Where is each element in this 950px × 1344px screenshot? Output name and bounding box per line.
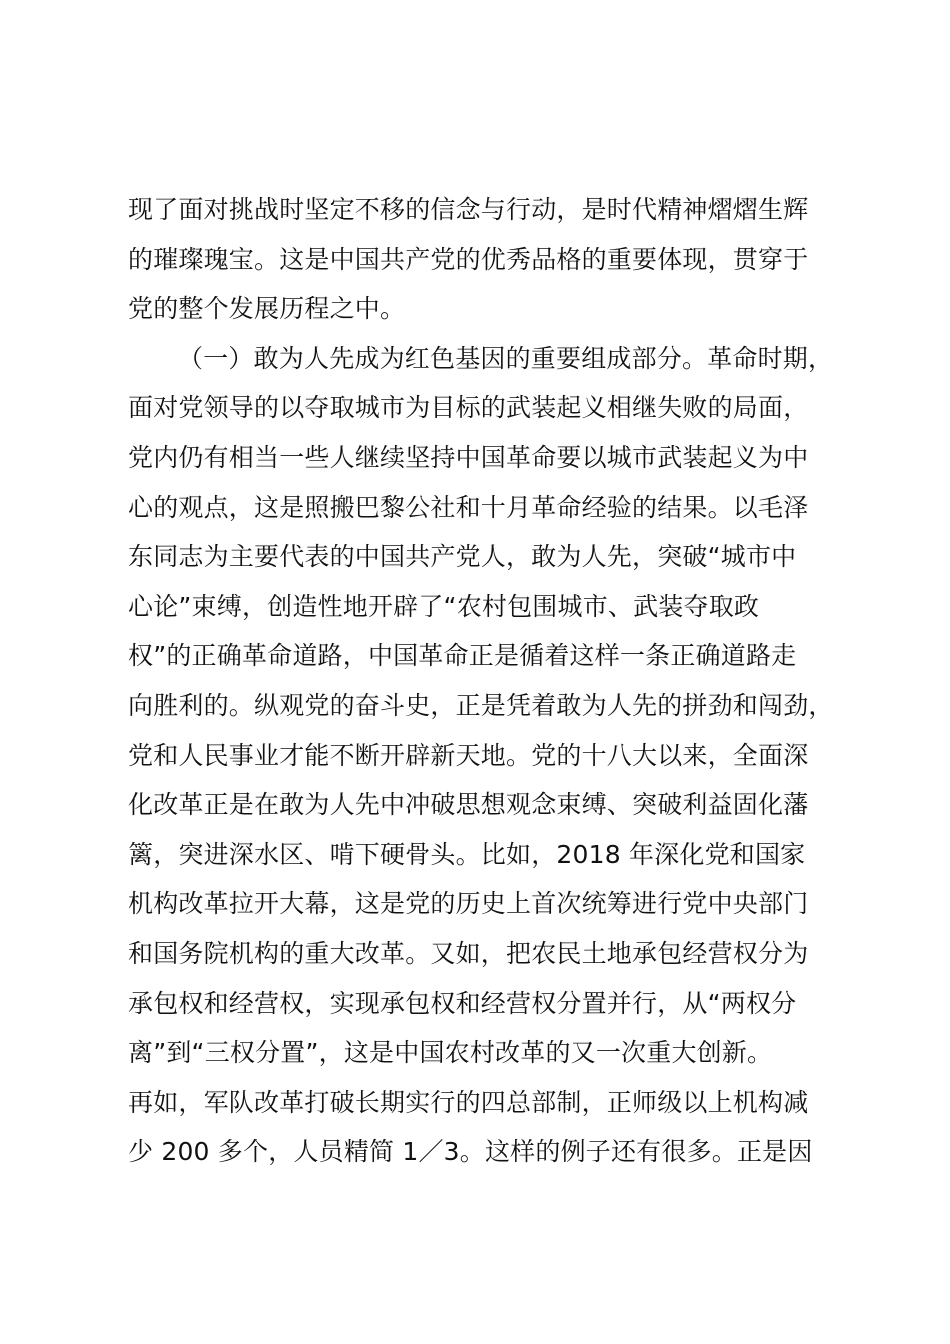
text-line: 面对党领导的以夺取城市为目标的武装起义相继失败的局面， <box>128 393 809 423</box>
text-line: 化改革正是在敢为人先中冲破思想观念束缚、突破利益固化藩 <box>128 790 809 820</box>
text-line: 篱，突进深水区、啃下硬骨头。比如，2018 年深化党和国家 <box>128 839 806 869</box>
text-line: 东同志为主要代表的中国共产党人，敢为人先，突破“城市中 <box>128 542 797 572</box>
text-line: 向胜利的。纵观党的奋斗史，正是凭着敢为人先的拼劲和闯劲， <box>128 690 834 720</box>
text-line: 党内仍有相当一些人继续坚持中国革命要以城市武装起义为中 <box>128 442 809 472</box>
paragraph-start-line: （一）敢为人先成为红色基因的重要组成部分。革命时期， <box>178 343 834 373</box>
text-line: 心的观点，这是照搬巴黎公社和十月革命经验的结果。以毛泽 <box>128 492 809 522</box>
text-line: 机构改革拉开大幕，这是党的历史上首次统筹进行党中央部门 <box>128 889 809 919</box>
text-line: 再如，军队改革打破长期实行的四总部制，正师级以上机构减 <box>128 1087 809 1117</box>
text-line: 少 200 多个，人员精简 1／3。这样的例子还有很多。正是因 <box>128 1137 813 1167</box>
text-line: 和国务院机构的重大改革。又如，把农民土地承包经营权分为 <box>128 938 809 968</box>
body-text <box>128 185 848 1177</box>
text-line: 党和人民事业才能不断开辟新天地。党的十八大以来，全面深 <box>128 740 809 770</box>
text-line: 的璀璨瑰宝。这是中国共产党的优秀品格的重要体现，贯穿于 <box>128 244 809 274</box>
text-line: 党的整个发展历程之中。 <box>128 294 406 324</box>
text-line: 现了面对挑战时坚定不移的信念与行动，是时代精神熠熠生辉 <box>128 195 809 224</box>
text-line: 承包权和经营权，实现承包权和经营权分置并行，从“两权分 <box>128 988 797 1018</box>
text-line: 离”到“三权分置”，这是中国农村改革的又一次重大创新。 <box>128 1038 773 1068</box>
text-line: 权”的正确革命道路，中国革命正是循着这样一条正确道路走 <box>128 641 797 671</box>
text-line: 心论”束缚，创造性地开辟了“农村包围城市、武装夺取政 <box>128 591 760 621</box>
